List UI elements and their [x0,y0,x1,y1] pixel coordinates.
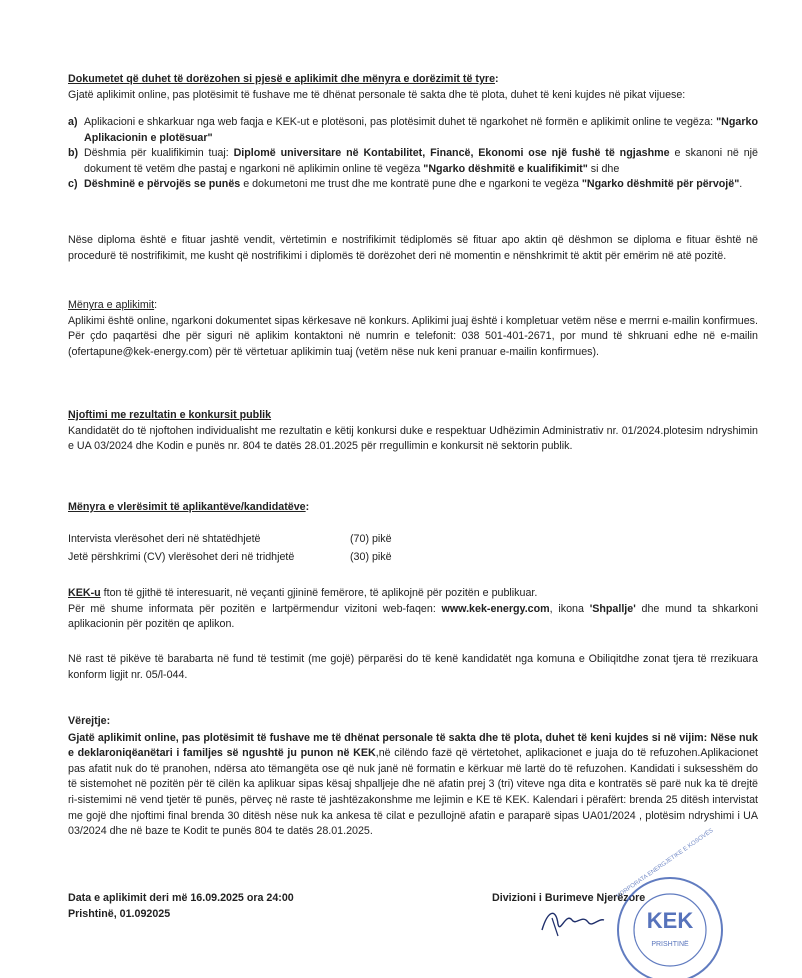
application-section: Mënyra e aplikimit: Aplikimi është online, ngarkoni dokumentet sipas kërkesave në konkurs. Aplikimi juaj është i kompletuar vetëm nëse e merrni e-mailin konfirmues. Për çdo paqartësi dhe për siguri në aplikim kontaktoni në numrin e telefonit: 038 501-401-2671, por mund të shkruani edhe në e-mailin (ofertapune@kek-energy.com) për të vërtetuar aplikimin tuaj (vetëm nëse nuk keni pranuar e-mailin konfirmues). [68,298,758,360]
division-name: Divizioni i Burimeve Njerëzore [492,892,646,904]
documents-section: Dokumetet që duhet të dorëzohen si pjesë e aplikimit dhe mënyra e dorëzimit të tyre: Gjatë aplikimit online, pas plotësimit të fushave me të dhënat personale të sakta dhe të plota, duhet të keni kujdes në pikat vijuese: [68,72,758,103]
deadline: Data e aplikimit deri më 16.09.2025 ora 24:00 [68,892,294,904]
documents-intro: Gjatë aplikimit online, pas plotësimit të fushave me të dhënat personale të sakta dhe të plota, duhet të keni kujdes në pikat vijuese: [68,88,686,101]
remark-section: Vërejtje: Gjatë aplikimit online, pas plotësimit të fushave me të dhënat personale të sakta dhe të plota, duhet të keni kujdes si në vijim: Nëse nuk e deklaroniqëanëtari i familjes së ngushtë ju punon në KEK,në cilëndo fazë që vërtetohet, aplikacionet e juaja do të refuzohen.Aplikacionet pas afatit nuk do të pranohen, ndërsa ato tëmangëta ose që nuk janë në formatin e kërkuar më lartë do të refuzohen. Kandidati i suksesshëm do të sistemohet në pozitën për të cilën ka aplikuar sipas kësaj shpalljeje dhe në afatin prej 3 (tri) viteve nga dita e kontratës së parë nuk ka të drejtë ri-sistemimi në vend tjetër të punës, përveç në raste të jashtëzakonshme me lejimin e KE të KEK. Kalendari i përafërt: brenda 25 ditësh intervistat me gojë dhe njoftimi final brenda 30 ditësh nëse nuk ka ankesa të cilat e pezullojnë afatin e paraparë sipas UA01/2024 , plotësim ndryshimi i UA 03/2024 dhe në baze te Kodit te punës 804 te datës 28.01.2025. [68,715,758,838]
svg-text:PRISHTINË: PRISHTINË [651,941,689,948]
svg-text:KORPORATA ENERGJETIKE E KOSOVË: KORPORATA ENERGJETIKE E KOSOVËS [615,827,715,900]
list-item: b) Dëshmia për kualifikimin tuaj: Diplomë universitare në Kontabilitet, Financë, Ekonomi ose një fushë të ngjashme e skanoni në një dokument të vetëm dhe pastaj e ngarkoni në aplikimin online të vegëza "Ngarko dëshmitë e kualifikimit" si dhe [68,147,758,175]
results-text: Kandidatët do të njoftohen individualisht me rezultatin e këtij konkursi duke e respektuar Udhëzimin Administrativ nr. 01/2024.plotesim ndryshimin e UA 03/2024 dhe Kodin e punës nr. 804 te datës 28.01.2025 për rregullimin e konkursit në sektorin publik. [68,424,758,453]
results-heading: Njoftimi me rezultatin e konkursit publik [68,409,272,421]
footer-left [68,891,368,922]
application-heading: Mënyra e aplikimit [68,299,155,311]
remark-heading: Vërejtje: [68,715,111,727]
table-row: Jetë përshkrimi (CV) vlerësohet deri në tridhjetë (30) pikë [68,550,392,563]
evaluation-section: Mënyra e vlerësimit të aplikantëve/kandidatëve: [68,501,310,513]
application-text: Aplikimi është online, ngarkoni dokumentet sipas kërkesave në konkurs. Aplikimi juaj është i kompletuar vetëm nëse e merrni e-mailin konfirmues. Për çdo paqartësi dhe për siguri në aplikim kontaktoni në numrin e telefonit: 038 501-401-2671, por mund të shkruani edhe në e-mailin (ofertapune@kek-energy.com) për të vërtetuar aplikimin tuaj (vetëm nëse nuk keni pranuar e-mailin konfirmues). [68,314,758,358]
diploma-note: Nëse diploma është e fituar jashtë vendit, vërtetimin e nostrifikimit tëdiplomës së fituar apo aktin që dëshmon se diploma e fituar është në procedurë të nostrifikimit, me kusht që nostrifikimi i diplomës të dorëzohet deri në momentin e nënshkrimit të aktit për emërim në atë pozitë. [68,234,758,262]
stamp-icon [600,827,770,978]
list-item: c) Dëshminë e përvojës se punës e dokumetoni me trust dhe me kontratë pune dhe e ngarkoni te vegëza "Ngarko dëshmitë për përvojë". [68,178,743,191]
svg-text:KEK: KEK [646,908,694,933]
documents-list [68,115,758,193]
invite-section: KEK-u fton të gjithë të interesuarit, në veçanti gjininë femërore, të aplikojnë për pozitën e publikuar. Për më shume informata për pozitën e lartpërmendur vizitoni web-faqen: www.kek-energy.com, ikona 'Shpallje' dhe mund ta shkarkoni aplikacionin për pozitën qe aplikon. [68,587,758,631]
place-date: Prishtinë, 01.092025 [68,907,171,920]
signature-icon [538,900,608,940]
results-section [68,408,758,455]
website-link[interactable]: www.kek-energy.com [441,602,550,615]
table-row: Intervista vlerësohet deri në shtatëdhjetë (70) pikë [68,533,392,545]
evaluation-table [68,532,758,565]
kek-label: KEK-u [68,587,101,599]
evaluation-heading: Mënyra e vlerësimit të aplikantëve/kandidatëve [68,501,306,513]
documents-heading: Dokumetet që duhet të dorëzohen si pjesë e aplikimit dhe mënyra e dorëzimit të tyre [68,73,496,85]
list-item: a) Aplikacioni e shkarkuar nga web faqja e KEK-ut e plotësoni, pas plotësimit duhet të ngarkohet në formën e aplikimit online te vegëza: "Ngarko Aplikacionin e plotësuar" [68,116,758,144]
tie-note: Në rast të pikëve të barabarta në fund të testimit (me gojë) përparësi do të kenë kandidatët nga komuna e Obiliqitdhe zonat tjera të rrezikuara konform ligjit nr. 05/l-044. [68,653,758,681]
